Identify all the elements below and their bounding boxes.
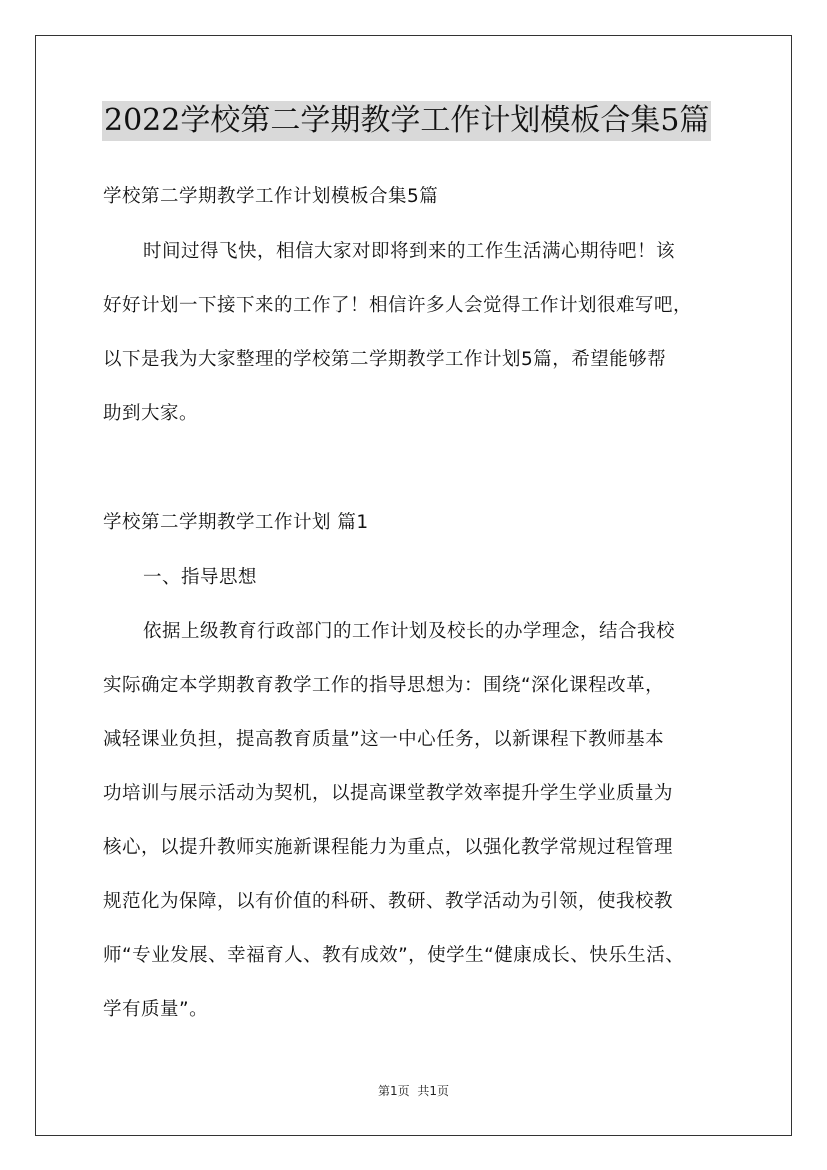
page-number: 第1页 (377, 1084, 410, 1098)
subheading: 一、指导思想 (143, 567, 258, 588)
body-line: 功培训与展示活动为契机，以提高课堂教学效率提升学生学业质量为 (103, 783, 674, 804)
intro-line: 好好计划一下接下来的工作了！相信许多人会觉得工作计划很难写吧， (103, 295, 693, 316)
section-heading: 学校第二学期教学工作计划 篇1 (103, 512, 369, 533)
document-subtitle: 学校第二学期教学工作计划模板合集5篇 (103, 186, 439, 207)
page-footer (0, 1082, 827, 1099)
page-total: 共1页 (417, 1084, 450, 1098)
body-line: 依据上级教育行政部门的工作计划及校长的办学理念，结合我校 (143, 621, 676, 642)
intro-line: 以下是我为大家整理的学校第二学期教学工作计划5篇，希望能够帮 (103, 349, 667, 370)
body-line: 实际确定本学期教育教学工作的指导思想为：围绕“深化课程改革， (103, 675, 665, 696)
body-line: 减轻课业负担，提高教育质量”这一中心任务，以新课程下教师基本 (103, 729, 665, 750)
intro-line: 时间过得飞快，相信大家对即将到来的工作生活满心期待吧！该 (143, 241, 676, 262)
intro-line: 助到大家。 (103, 403, 199, 424)
body-line: 规范化为保障，以有价值的科研、教研、教学活动为引领，使我校教 (103, 891, 674, 912)
document-title: 2022学校第二学期教学工作计划模板合集5篇 (102, 101, 711, 141)
body-line: 师“专业发展、幸福育人、教有成效”，使学生“健康成长、快乐生活、 (103, 945, 685, 966)
body-line: 学有质量”。 (103, 999, 209, 1020)
body-line: 核心，以提升教师实施新课程能力为重点，以强化教学常规过程管理 (103, 837, 674, 858)
